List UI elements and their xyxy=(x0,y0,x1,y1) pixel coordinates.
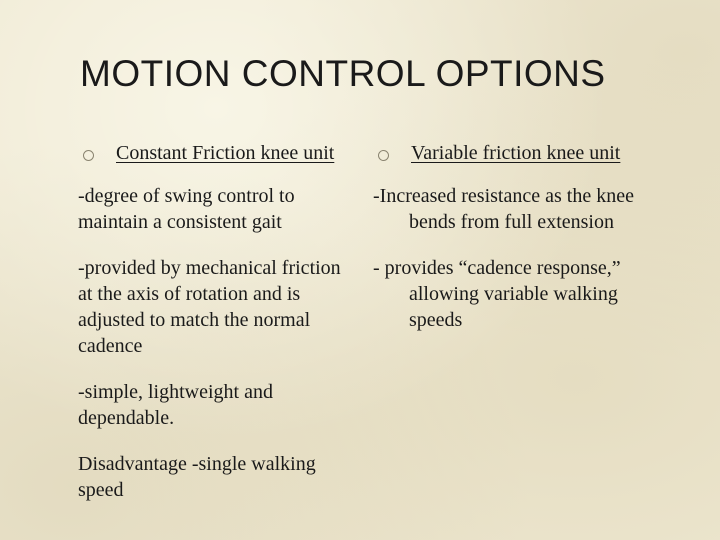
right-column xyxy=(373,140,663,353)
left-paragraph-1: -degree of swing control to maintain a consistent gait xyxy=(78,185,295,233)
slide-title: MOTION CONTROL OPTIONS xyxy=(80,53,606,94)
right-heading-item xyxy=(373,140,663,167)
hollow-circle-bullet-icon xyxy=(378,150,389,161)
right-paragraph-1: -Increased resistance as the knee bends from full extension xyxy=(373,185,634,233)
right-column-heading: Variable friction knee unit xyxy=(411,142,621,164)
left-heading-item xyxy=(78,140,348,167)
right-paragraph-2: - provides “cadence response,” allowing variable walking speeds xyxy=(373,257,621,331)
left-column-heading: Constant Friction knee unit xyxy=(116,142,335,164)
left-paragraph-2: -provided by mechanical friction at the axis of rotation and is adjusted to match the normal cadence xyxy=(78,257,341,357)
hollow-circle-bullet-icon xyxy=(83,150,94,161)
left-paragraph-3: -simple, lightweight and dependable. xyxy=(78,381,273,429)
left-column xyxy=(78,140,348,523)
left-paragraph-4: Disadvantage -single walking speed xyxy=(78,453,316,501)
